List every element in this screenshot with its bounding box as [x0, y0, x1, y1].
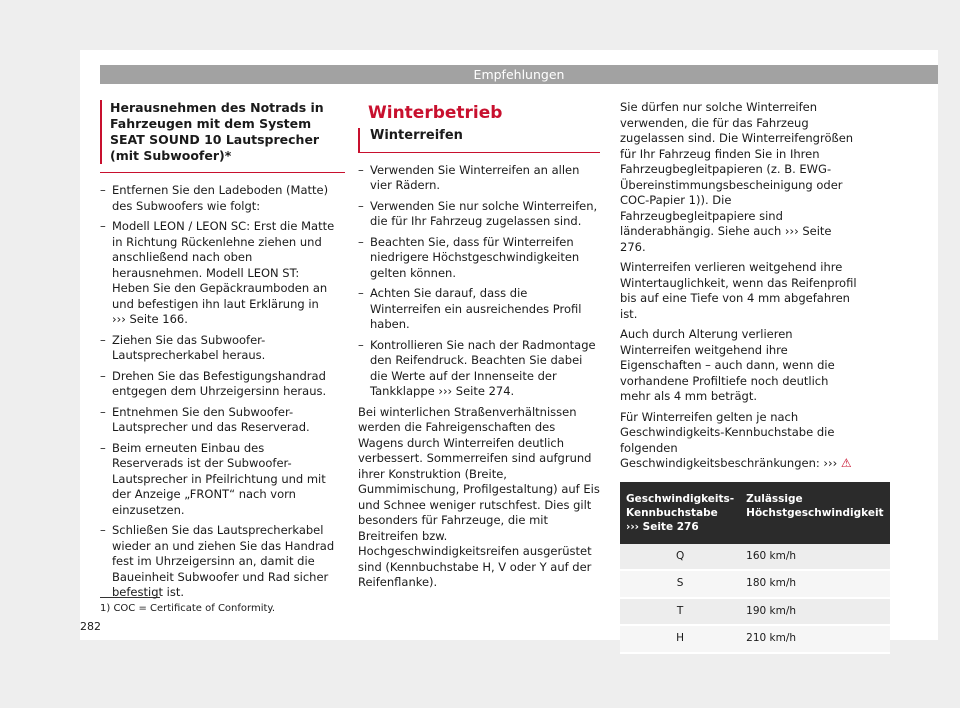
list-item: – Verwenden Sie Winterreifen an allen vier Rädern.	[358, 163, 600, 194]
list-item: – Verwenden Sie nur solche Winterreifen, die für Ihr Fahrzeug zugelassen sind.	[358, 199, 600, 230]
footnote-divider	[100, 597, 160, 598]
table-header: Zulässige Höchstgeschwindigkeit	[740, 482, 889, 544]
speed-rating-table	[620, 482, 890, 654]
list-item: – Entnehmen Sie den Subwoofer-Lautsprecher und das Reserverad.	[100, 405, 336, 436]
list-item: – Ziehen Sie das Subwoofer-Lautsprecherkabel heraus.	[100, 333, 336, 364]
list-item: – Beim erneuten Einbau des Reserverads ist der Subwoofer-Lautsprecher in Pfeilrichtung und mit der Anzeige „FRONT“ nach vorn einzusetzen.	[100, 441, 336, 519]
body-paragraph: Winterreifen verlieren weitgehend ihre Wintertauglichkeit, wenn das Reifenprofil bis auf eine Tiefe von 4 mm abgefahren ist.	[620, 260, 857, 321]
body-paragraph: Bei winterlichen Straßenverhältnissen werden die Fahreigenschaften des Wagens durch Winterreifen deutlich verbessert. Sommerreifen sind aufgrund ihrer Konstruktion (Breite, Gummimischung, Profilgestaltung) auf Eis und Schnee weniger rutschfest. Dies gilt besonders für Fahrzeuge, die mit Breitreifen bzw. Hochgeschwindigkeitsreifen ausgerüstet sind (Kennbuchstabe H, V oder Y auf der Reifenflanke).	[358, 404, 600, 589]
section-divider	[100, 172, 345, 173]
list-item: – Drehen Sie das Befestigungshandrad entgegen dem Uhrzeigersinn heraus.	[100, 369, 336, 400]
list-item: – Kontrollieren Sie nach der Radmontage den Reifendruck. Beachten Sie dabei die Werte auf der Innenseite der Tankklappe ››› Seite 274.	[358, 338, 600, 400]
body-paragraph: Sie dürfen nur solche Winterreifen verwenden, die für das Fahrzeug zugelassen sind. Die Winterreifengrößen für Ihr Fahrzeug finden Sie in Ihren Fahrzeugbegleitpapieren (z. B. EWG-Übereinstimmungsbescheinigung oder COC-Papier 1)). Die Fahrzeugbegleitpapiere sind länderabhängig. Siehe auch ››› Seite 276.	[620, 100, 854, 254]
table-cell: 210 km/h	[740, 626, 889, 654]
table-cell: S	[620, 571, 740, 599]
section-title: Herausnehmen des Notrads in Fahrzeugen mit dem System SEAT SOUND 10 Lautsprecher (mit Subwoofer)*	[100, 100, 336, 164]
list-item: – Beachten Sie, dass für Winterreifen niedrigere Höchstgeschwindigkeiten gelten können.	[358, 235, 600, 282]
footnote: 1) COC = Certificate of Conformity.	[100, 603, 276, 614]
manual-page	[80, 50, 938, 644]
table-cell: 190 km/h	[740, 599, 889, 627]
body-paragraph	[620, 410, 860, 472]
list-item: – Entfernen Sie den Ladeboden (Matte) des Subwoofers wie folgt:	[100, 183, 336, 214]
table-row	[620, 544, 890, 572]
page-header: Empfehlungen	[100, 65, 938, 84]
list-item: – Achten Sie darauf, dass die Winterreifen ein ausreichendes Profil haben.	[358, 286, 600, 333]
column-continued	[620, 100, 884, 654]
list-item: – Modell LEON / LEON SC: Erst die Matte in Richtung Rückenlehne ziehen und anschließend nach oben herausnehmen. Modell LEON ST: Heben Sie den Gepäckraumboden an und befestigen ihn laut Erklärung in ››› Seite 166.	[100, 219, 336, 328]
table-row	[620, 626, 890, 654]
subsection-title: Winterreifen	[360, 128, 600, 153]
table-header: Geschwindigkeits-Kennbuchstabe ››› Seite 276	[620, 482, 740, 544]
subsection-header	[358, 128, 600, 153]
table-cell: H	[620, 626, 740, 654]
body-paragraph: Auch durch Alterung verlieren Winterreifen weitgehend ihre Eigenschaften – auch dann, wenn die vorhandene Profiltiefe noch deutlich mehr als 4 mm beträgt.	[620, 327, 835, 403]
page-number: 282	[80, 620, 101, 633]
winter-tire-list	[358, 163, 600, 400]
warning-triangle-icon: ⚠	[840, 456, 852, 470]
table-cell: T	[620, 599, 740, 627]
instruction-list	[100, 183, 336, 601]
table-cell: 180 km/h	[740, 571, 889, 599]
chapter-title: Winterbetrieb	[368, 103, 503, 123]
table-row	[620, 599, 890, 627]
table-cell: Q	[620, 544, 740, 572]
table-row	[620, 571, 890, 599]
table-cell: 160 km/h	[740, 544, 889, 572]
column-winterbetrieb	[358, 100, 600, 596]
list-item: – Schließen Sie das Lautsprecherkabel wieder an und ziehen Sie das Handrad fest im Uhrzeigersinn an, damit die Baueinheit Subwoofer und Rad sicher befestigt ist.	[100, 523, 336, 601]
column-notrad	[100, 100, 336, 606]
speed-limit-intro: Für Winterreifen gelten je nach Geschwindigkeits-Kennbuchstabe die folgenden Geschwindigkeitsbeschränkungen: ›››	[620, 409, 838, 470]
